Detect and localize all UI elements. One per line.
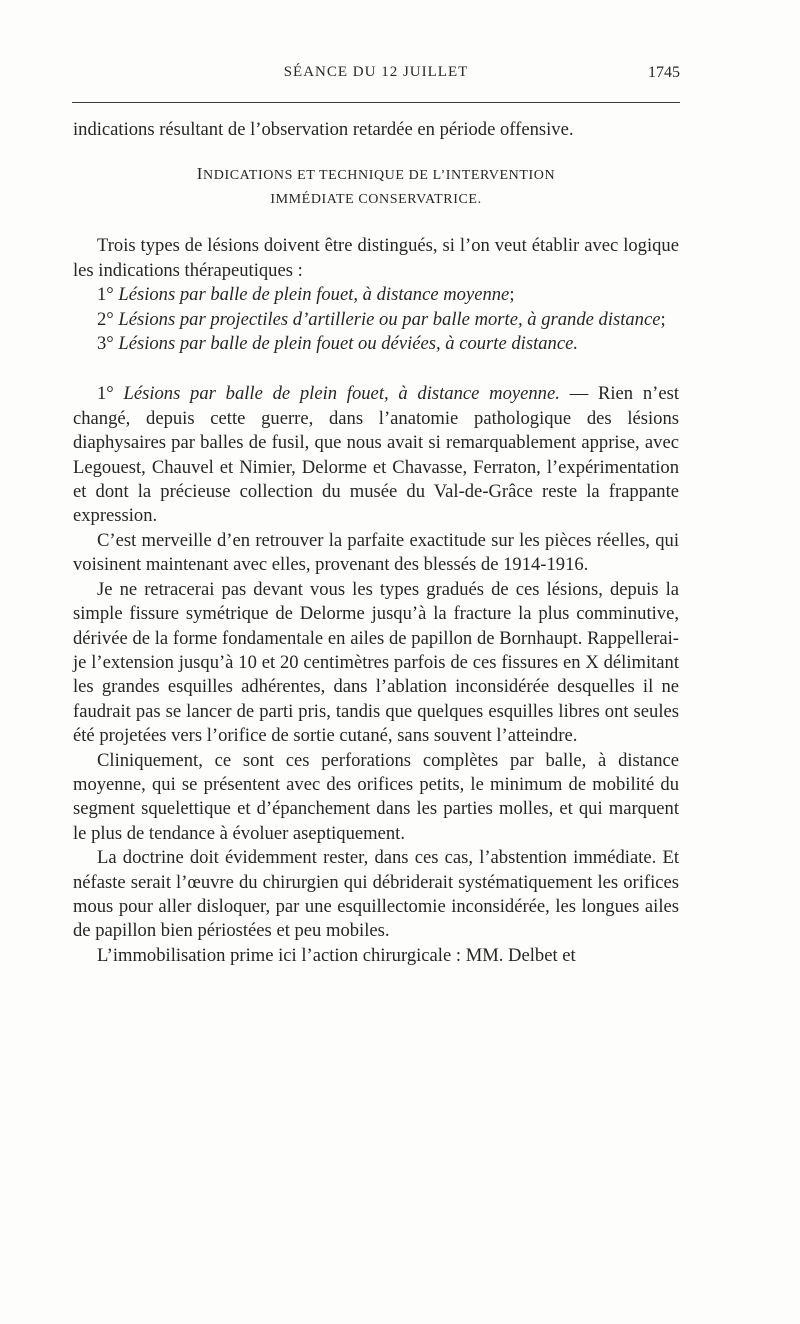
- list-item-end: ;: [509, 284, 515, 306]
- paragraph-doctrine: La doctrine doit évidemment rester, dans ces cas, l’abstention immédiate. Et néfaste serait l’œuvre du chirurgien qui débriderait systématiquement les orifices mous pour aller disloquer, par une esquillectomie inconsidérée, les longues ailes de papillon bien périostées et peu mobiles.: [73, 847, 679, 942]
- list-item-number: 3°: [97, 333, 119, 355]
- section-1-number: 1°: [97, 383, 124, 405]
- list-item: [73, 332, 679, 356]
- list-item-text: Lésions par balle de plein fouet ou déviées, à courte distance.: [118, 333, 578, 355]
- list-item-text: Lésions par balle de plein fouet, à distance moyenne: [118, 284, 510, 306]
- list-item-number: 1°: [97, 284, 119, 306]
- paragraph-cliniquement: Cliniquement, ce sont ces perforations complètes par balle, à distance moyenne, qui se présentent avec des orifices petits, le minimum de mobilité du segment squelettique et d’épanchement dans les parties molles, et qui marquent le plus de tendance à évoluer aseptiquement.: [73, 749, 679, 844]
- list-item-text: Lésions par projectiles d’artillerie ou par balle morte, à grande distance: [118, 308, 661, 330]
- header-rule: [72, 102, 680, 103]
- paragraph-retracerai: Je ne retracerai pas devant vous les types gradués de ces lésions, depuis la simple fissure symétrique de Delorme jusqu’à la fracture la plus comminutive, dérivée de la forme fondamentale en ailes de papillon de Bornhaupt. Rappellerai-je l’extension jusqu’à 10 et 20 centimètres parfois de ces fissures en X délimitant les grandes esquilles adhérentes, dans l’ablation inconsidérée desquelles il ne faudrait pas se lancer de parti pris, tandis que quelques esquilles libres ont seules été projetées vers l’orifice de sortie cutané, sans souvent l’atteindre.: [73, 578, 679, 747]
- paragraph-trois-types: Trois types de lésions doivent être distingués, si l’on veut établir avec logique les indications thérapeutiques :: [73, 235, 679, 281]
- section-1-text: — Rien n’est changé, depuis cette guerre, dans l’anatomie pathologique des lésions diaphysaires par balles de fusil, que nous avait si remarquablement apprise, avec Legouest, Chauvel et Nimier, Delorme et Chavasse, Ferraton, l’expérimentation et dont la précieuse collection du musée du Val-de-Grâce reste la frappante expression.: [73, 383, 679, 527]
- list-item: [73, 308, 679, 332]
- section-heading: [73, 162, 679, 212]
- running-title: SÉANCE DU 12 JUILLET: [283, 64, 469, 80]
- page-header: [72, 64, 680, 86]
- paragraph-merveille: C’est merveille d’en retrouver la parfaite exactitude sur les pièces réelles, qui voisinent maintenant avec elles, provenant des blessés de 1914-1916.: [73, 529, 679, 576]
- body-text: [73, 118, 679, 968]
- section-1-title: Lésions par balle de plein fouet, à distance moyenne.: [123, 383, 560, 405]
- heading-line-1: INDICATIONS ET TECHNIQUE DE L’INTERVENTION: [196, 164, 556, 184]
- list-item-end: ;: [660, 308, 666, 330]
- page-number: 1745: [648, 64, 680, 81]
- list-item-number: 2°: [97, 308, 119, 330]
- list-item: [73, 283, 679, 307]
- paragraph-immobilisation: L’immobilisation prime ici l’action chirurgicale : MM. Delbet et: [97, 944, 576, 966]
- heading-line-2: IMMÉDIATE CONSERVATRICE.: [270, 192, 482, 208]
- paragraph-intro: indications résultant de l’observation retardée en période offensive.: [73, 119, 574, 140]
- paragraph-section-1: [73, 382, 679, 528]
